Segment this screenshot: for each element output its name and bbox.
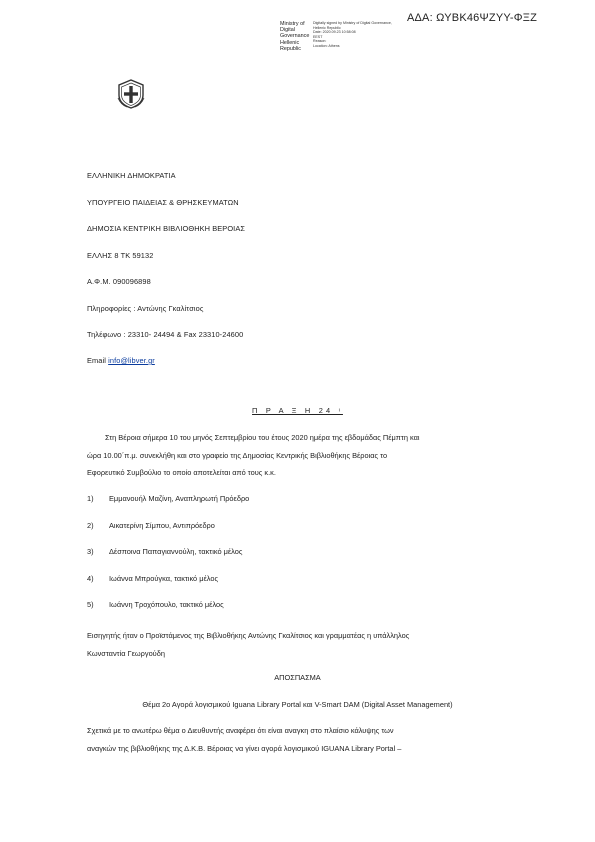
signature-issuer [280,21,310,52]
list-item-text: Ιωάννα Μπρούγκα, τακτικό μέλος [109,573,219,583]
header-email [87,356,155,365]
list-item [87,574,218,583]
ada-code: ΑΔΑ: ΩΥΒΚ46ΨΖΥΥ-ΦΞΖ [406,12,537,24]
body-line: αναγκών της βιβλιοθήκης της Δ.Κ.Β. Βέροιας να γίνει αγορά λογισμικού IGUANA Library Portal – [87,743,402,753]
list-item [87,521,215,530]
intro-line: ώρα 10.00΄π.μ. συνεκλήθη και στο γραφείο της Δημοσίας Κεντρικής Βιβλιοθήκης Βέροιας το [87,450,388,460]
email-link[interactable]: info@libver.gr [108,356,155,365]
signature-issuer-line: Hellenic Republic [280,39,301,52]
list-item-text: Δέσποινα Παπαγιαννούλη, τακτικό μέλος [109,547,243,556]
document-title-text: Π Ρ Α Ξ Η 24 ᶦ [252,406,343,415]
list-item [87,600,224,609]
signature-issuer-line: Governance [280,33,310,40]
body-paragraph [87,722,507,757]
rapporteur-paragraph [87,627,507,662]
signature-detail-line: Date: 2020.09.23 10:58:08 [313,30,356,35]
list-item-number: 5) [87,600,94,609]
signature-details [313,21,393,49]
intro-line [87,429,507,447]
document-title [0,406,595,415]
header-phone: Τηλέφωνο : 23310- 24494 & Fax 23310-24600 [87,330,244,339]
list-item [87,547,242,556]
header-afm [87,277,151,286]
signature-detail-line: Digitally signed by Ministry of Digital Governance, [313,21,392,25]
rapporteur-line: Εισηγητής ήταν ο Προϊστάμενος της Βιβλιοθήκης Αντώνης Γκαλίτσιος και γραμματέας η υπάλληλος [87,631,410,640]
list-item-text: Εμμανουήλ Μαζίνη, Αναπληρωτή Πρόεδρο [109,494,250,503]
list-item-number: 2) [87,520,94,530]
email-label: Email [87,356,106,365]
hellenic-republic-emblem-icon [115,78,147,110]
header-library: ΔΗΜΟΣΙΑ ΚΕΝΤΡΙΚΗ ΒΙΒΛΙΟΘΗΚΗ ΒΕΡΟΙΑΣ [87,224,246,233]
subject-line: Θέμα 2ο Αγορά λογισμικού Iguana Library Portal και V-Smart DAM (Digital Asset Management) [142,700,453,709]
list-item-text: Ιωάννη Τροχόπουλο, τακτικό μέλος [109,600,224,609]
header-address: ΕΛΛΗΣ 8 ΤΚ 59132 [87,251,154,260]
afm-value: 090096898 [112,277,151,286]
signature-detail-line: Location: Athens [313,43,340,48]
list-item-text: Αικατερίνη Σίμπου, Αντιπρόεδρο [109,520,215,530]
list-item-number: 3) [87,547,94,556]
intro-paragraph [87,429,507,482]
body-line: Σχετικά με το ανωτέρω θέμα ο Διευθυντής αναφέρει ότι είναι αναγκη στο πλαίσιο κάλυψης των [87,726,394,735]
header-country: ΕΛΛΗΝΙΚΗ ΔΗΜΟΚΡΑΤΙΑ [87,171,176,180]
header-ministry: ΥΠΟΥΡΓΕΙΟ ΠΑΙΔΕΙΑΣ & ΘΡΗΣΚΕΥΜΑΤΩΝ [87,198,239,207]
list-item-number: 4) [87,573,94,583]
header-info: Πληροφορίες : Αντώνης Γκαλίτσιος [87,304,204,313]
list-item [87,494,249,503]
intro-line: Εφορευτικό Συμβούλιο το οποίο αποτελείται από τους κ.κ. [87,468,276,477]
afm-label: Α.Φ.Μ. [87,277,111,286]
signature-issuer-line: Ministry of Digital [280,21,305,34]
intro-line-text: Στη Βέροια σήμερα 10 του μηνός Σεπτεμβρίου του έτους 2020 ημέρα της εβδομάδας Πέμπτη και [105,433,420,442]
signature-detail-line: EEST [313,34,323,39]
excerpt-heading: ΑΠΟΣΠΑΣΜΑ [274,673,321,682]
list-item-number: 1) [87,494,94,503]
rapporteur-line: Κωνσταντία Γεωργούδη [87,648,165,658]
signature-detail-line: Reason: [313,39,327,44]
signature-detail-line: Hellenic Republic [313,25,341,30]
